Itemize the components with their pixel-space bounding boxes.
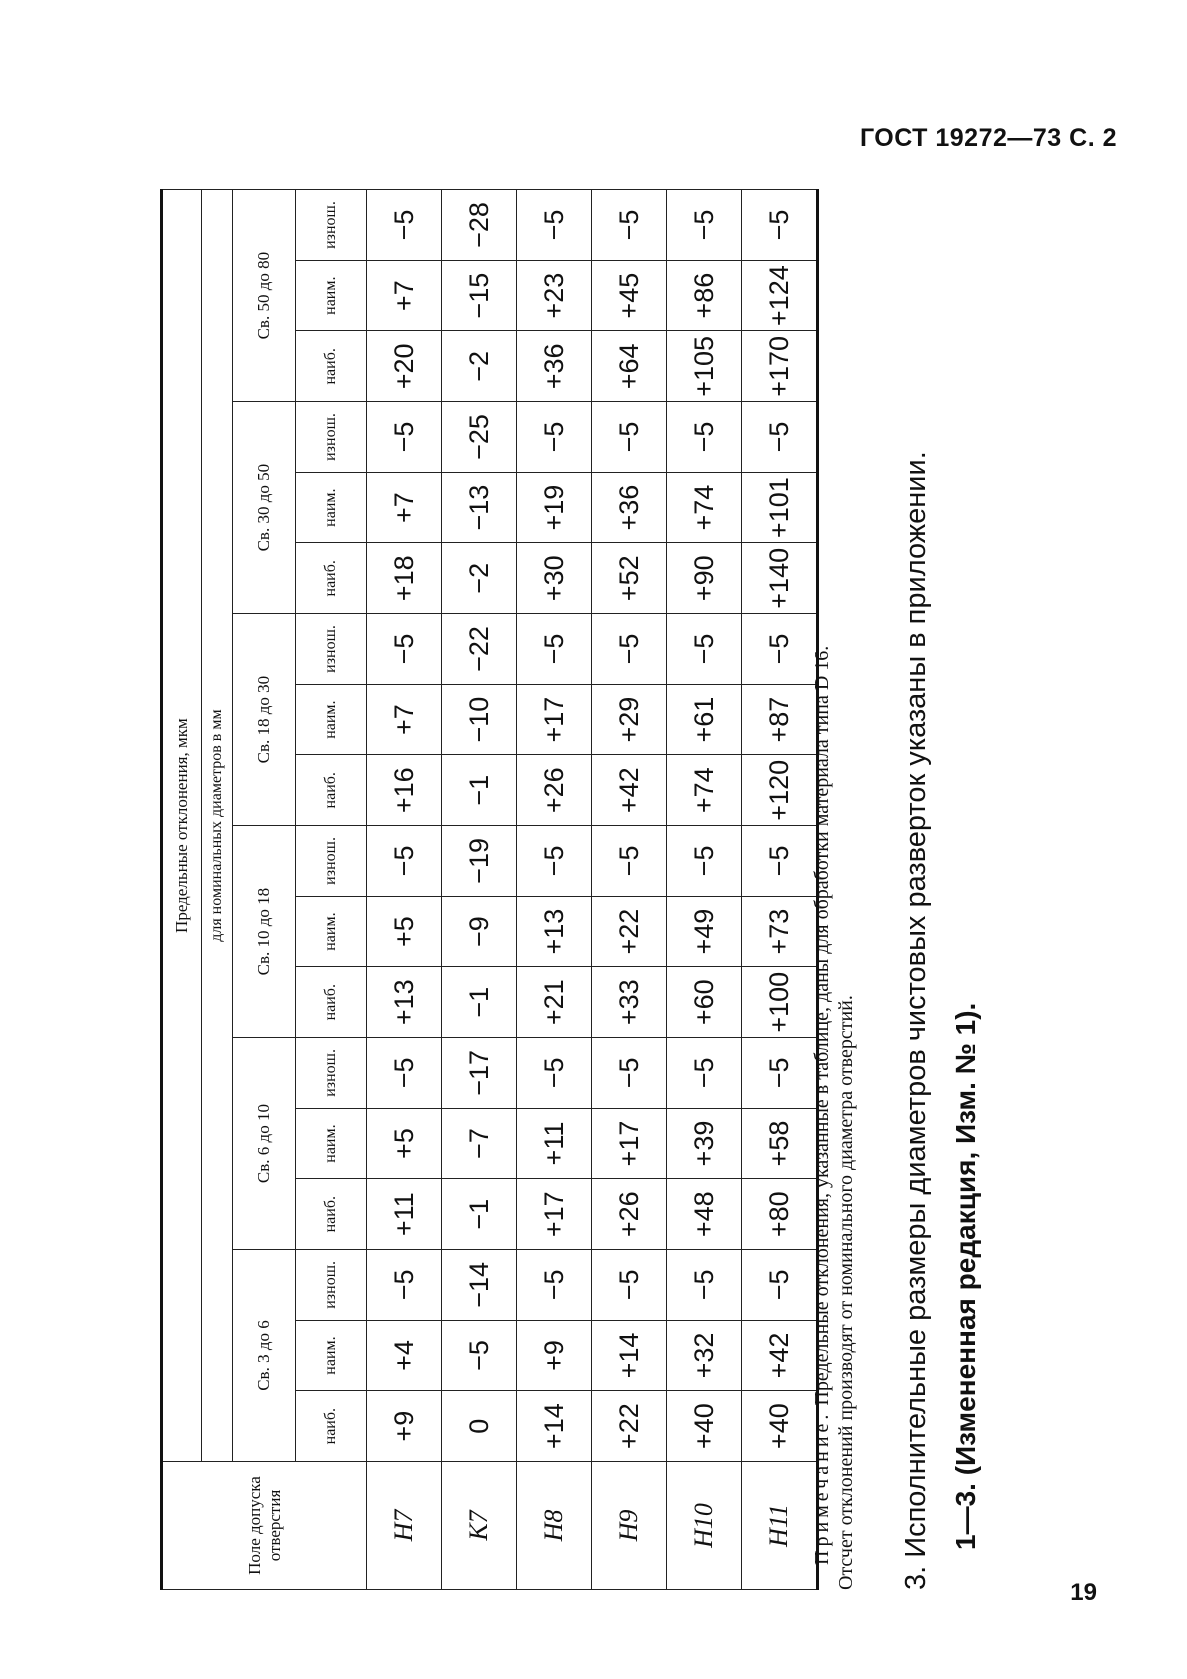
value-cell: −5: [367, 1038, 442, 1109]
sub-header: наиб.: [296, 755, 367, 826]
value-cell: +11: [367, 1179, 442, 1250]
sub-header: изнош.: [296, 614, 367, 685]
sub-header: изнош.: [296, 1038, 367, 1109]
range-header: Св. 3 до 6: [233, 1250, 296, 1462]
value-cell: −5: [742, 1250, 818, 1321]
value-cell: −28: [442, 190, 517, 261]
sub-header: наим.: [296, 472, 367, 543]
value-cell: +101: [742, 472, 818, 543]
value-cell: +18: [367, 543, 442, 614]
value-cell: −5: [667, 826, 742, 897]
table-row: [517, 190, 592, 1590]
value-cell: +22: [592, 896, 667, 967]
value-cell: +13: [517, 896, 592, 967]
value-cell: −25: [442, 402, 517, 473]
sub-header: наиб.: [296, 331, 367, 402]
value-cell: +39: [667, 1108, 742, 1179]
note-text-2: Отсчет отклонений производят от номинального диаметра отверстий.: [835, 995, 857, 1590]
value-cell: +14: [592, 1320, 667, 1391]
value-cell: −5: [742, 826, 818, 897]
value-cell: +170: [742, 331, 818, 402]
field-cell: H9: [592, 1462, 667, 1590]
diameters-header: для номинальных диаметров в мм: [202, 190, 233, 1462]
sub-header: наиб.: [296, 1179, 367, 1250]
value-cell: +36: [517, 331, 592, 402]
value-cell: −5: [742, 614, 818, 685]
value-cell: +7: [367, 684, 442, 755]
value-cell: −1: [442, 967, 517, 1038]
value-cell: −5: [517, 1038, 592, 1109]
sub-header: наим.: [296, 260, 367, 331]
table-row: [442, 190, 517, 1590]
value-cell: −5: [367, 402, 442, 473]
sub-header: наим.: [296, 1108, 367, 1179]
value-cell: −5: [667, 614, 742, 685]
value-cell: −14: [442, 1250, 517, 1321]
value-cell: +29: [592, 684, 667, 755]
value-cell: +17: [517, 684, 592, 755]
value-cell: −5: [517, 614, 592, 685]
value-cell: −5: [592, 402, 667, 473]
value-cell: +61: [667, 684, 742, 755]
value-cell: −5: [742, 402, 818, 473]
value-cell: +40: [742, 1391, 818, 1462]
value-cell: −15: [442, 260, 517, 331]
value-cell: +33: [592, 967, 667, 1038]
value-cell: +5: [367, 1108, 442, 1179]
range-header: Св. 10 до 18: [233, 826, 296, 1038]
value-cell: +60: [667, 967, 742, 1038]
value-cell: −5: [517, 826, 592, 897]
value-cell: −5: [592, 190, 667, 261]
value-cell: −5: [367, 614, 442, 685]
value-cell: −10: [442, 684, 517, 755]
note-text: Предельные отклонения, указанные в таблице, даны для обработки материала типа D 16.: [811, 645, 833, 1406]
value-cell: +7: [367, 260, 442, 331]
value-cell: +74: [667, 472, 742, 543]
value-cell: +26: [592, 1179, 667, 1250]
value-cell: +17: [592, 1108, 667, 1179]
value-cell: −5: [667, 1250, 742, 1321]
value-cell: −5: [442, 1320, 517, 1391]
amendment-note: 1—3. (Измененная редакция, Изм. № 1).: [950, 1002, 981, 1550]
document-header: ГОСТ 19272—73 С. 2: [859, 124, 1117, 152]
value-cell: −5: [517, 402, 592, 473]
value-cell: −5: [742, 190, 818, 261]
value-cell: +58: [742, 1108, 818, 1179]
value-cell: +52: [592, 543, 667, 614]
value-cell: +87: [742, 684, 818, 755]
value-cell: +64: [592, 331, 667, 402]
value-cell: −5: [592, 1038, 667, 1109]
sub-header: изнош.: [296, 1250, 367, 1321]
value-cell: −17: [442, 1038, 517, 1109]
range-header: Св. 18 до 30: [233, 614, 296, 826]
sub-header: изнош.: [296, 402, 367, 473]
value-cell: −5: [367, 826, 442, 897]
value-cell: −2: [442, 331, 517, 402]
value-cell: −5: [667, 1038, 742, 1109]
value-cell: +26: [517, 755, 592, 826]
value-cell: +7: [367, 472, 442, 543]
note-label: Примечание.: [811, 1410, 833, 1565]
value-cell: +23: [517, 260, 592, 331]
value-cell: −5: [592, 1250, 667, 1321]
value-cell: −5: [592, 614, 667, 685]
value-cell: +86: [667, 260, 742, 331]
sub-header: наиб.: [296, 967, 367, 1038]
range-header: Св. 6 до 10: [233, 1038, 296, 1250]
value-cell: −5: [667, 190, 742, 261]
field-cell: H10: [667, 1462, 742, 1590]
value-cell: −19: [442, 826, 517, 897]
value-cell: +17: [517, 1179, 592, 1250]
value-cell: +105: [667, 331, 742, 402]
table-row: [742, 190, 818, 1590]
value-cell: −5: [592, 826, 667, 897]
page-number: 19: [1070, 1579, 1097, 1606]
value-cell: −2: [442, 543, 517, 614]
sub-header-row: [296, 190, 367, 1590]
value-cell: +45: [592, 260, 667, 331]
value-cell: +19: [517, 472, 592, 543]
value-cell: +90: [667, 543, 742, 614]
sub-header: наим.: [296, 684, 367, 755]
value-cell: +9: [367, 1391, 442, 1462]
value-cell: +5: [367, 896, 442, 967]
value-cell: +13: [367, 967, 442, 1038]
value-cell: −5: [517, 1250, 592, 1321]
value-cell: +21: [517, 967, 592, 1038]
value-cell: +48: [667, 1179, 742, 1250]
value-cell: +16: [367, 755, 442, 826]
value-cell: +42: [742, 1320, 818, 1391]
value-cell: −22: [442, 614, 517, 685]
field-cell: K7: [442, 1462, 517, 1590]
value-cell: +22: [592, 1391, 667, 1462]
value-cell: +80: [742, 1179, 818, 1250]
value-cell: −7: [442, 1108, 517, 1179]
sub-header: изнош.: [296, 826, 367, 897]
field-column-header: Поле допуска отверстия: [162, 1462, 367, 1590]
value-cell: +124: [742, 260, 818, 331]
value-cell: −1: [442, 755, 517, 826]
table-row: [367, 190, 442, 1590]
table-body: [367, 190, 818, 1590]
deviations-table: [160, 189, 819, 1590]
deviations-header: Предельные отклонения, мкм: [162, 190, 202, 1462]
field-cell: H7: [367, 1462, 442, 1590]
value-cell: −5: [367, 1250, 442, 1321]
value-cell: +30: [517, 543, 592, 614]
table-row: [667, 190, 742, 1590]
range-header: Св. 50 до 80: [233, 190, 296, 402]
value-cell: +36: [592, 472, 667, 543]
value-cell: +11: [517, 1108, 592, 1179]
sub-header: наиб.: [296, 543, 367, 614]
value-cell: +120: [742, 755, 818, 826]
value-cell: +20: [367, 331, 442, 402]
table-note: [810, 190, 858, 1590]
sub-header: наиб.: [296, 1391, 367, 1462]
sub-header: наим.: [296, 1320, 367, 1391]
rotated-content: [160, 190, 1040, 1590]
range-header-row: [233, 190, 296, 1590]
value-cell: −13: [442, 472, 517, 543]
table-row: [592, 190, 667, 1590]
value-cell: 0: [442, 1391, 517, 1462]
value-cell: +14: [517, 1391, 592, 1462]
value-cell: +42: [592, 755, 667, 826]
value-cell: −5: [742, 1038, 818, 1109]
value-cell: +140: [742, 543, 818, 614]
value-cell: −1: [442, 1179, 517, 1250]
range-header: Св. 30 до 50: [233, 402, 296, 614]
section-3: 3. Исполнительные размеры диаметров чистовых разверток указаны в приложении.: [900, 451, 932, 1590]
value-cell: +9: [517, 1320, 592, 1391]
sub-header: наим.: [296, 896, 367, 967]
value-cell: +40: [667, 1391, 742, 1462]
value-cell: −5: [367, 190, 442, 261]
value-cell: −9: [442, 896, 517, 967]
value-cell: −5: [517, 190, 592, 261]
field-cell: H8: [517, 1462, 592, 1590]
value-cell: +74: [667, 755, 742, 826]
field-cell: H11: [742, 1462, 818, 1590]
value-cell: +49: [667, 896, 742, 967]
value-cell: +4: [367, 1320, 442, 1391]
value-cell: −5: [667, 402, 742, 473]
value-cell: +73: [742, 896, 818, 967]
value-cell: +32: [667, 1320, 742, 1391]
value-cell: +100: [742, 967, 818, 1038]
sub-header: изнош.: [296, 190, 367, 261]
